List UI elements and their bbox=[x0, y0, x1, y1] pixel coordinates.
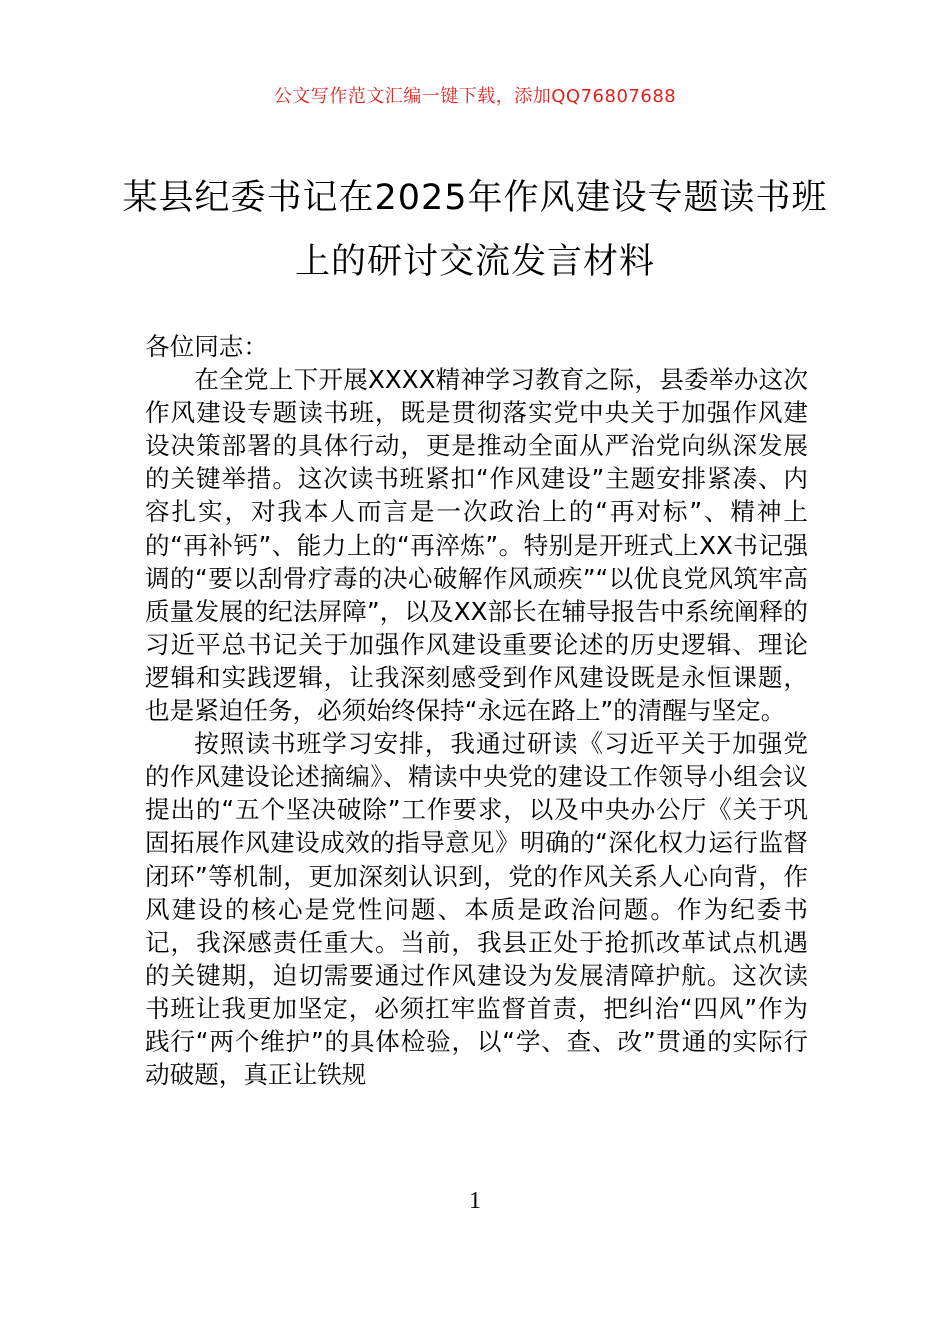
page-number: 1 bbox=[469, 1188, 481, 1214]
paragraph-1: 在全党上下开展XXXX精神学习教育之际，县委举办这次作风建设专题读书班，既是贯彻落实党中央关于加强作风建设决策部署的具体行动，更是推动全面从严治党向纵深发展的关键举措。这次读书班紧扣“作风建设”主题安排紧凑、内容扎实，对我本人而言是一次政治上的“再对标”、精神上的“再补钙”、能力上的“再淬炼”。特别是开班式上XX书记强调的“要以刮骨疗毒的决心破解作风顽疾”“以优良党风筑牢高质量发展的纪法屏障”，以及XX部长在辅导报告中系统阐释的习近平总书记关于加强作风建设重要论述的历史逻辑、理论逻辑和实践逻辑，让我深刻感受到作风建设既是永恒课题，也是紧迫任务，必须始终保持“永远在路上”的清醒与坚定。 bbox=[145, 365, 808, 726]
download-promo-banner[interactable]: 公文写作范文汇编一键下载，添加QQ76807688 bbox=[273, 86, 677, 107]
salutation: 各位同志： bbox=[145, 332, 268, 361]
paragraph-2: 按照读书班学习安排，我通过研读《习近平关于加强党的作风建设论述摘编》、精读中央党的建设工作领导小组会议提出的“五个坚决破除”工作要求，以及中央办公厅《关于巩固拓展作风建设成效的指导意见》明确的“深化权力运行监督闭环”等机制，更加深刻认识到，党的作风关系人心向背，作风建设的核心是党性问题、本质是政治问题。作为纪委书记，我深感责任重大。当前，我县正处于抢抓改革试点机遇的关键期，迫切需要通过作风建设为发展清障护航。这次读书班让我更加坚定，必须扛牢监督首责，把纠治“四风”作为践行“两个维护”的具体检验，以“学、查、改”贯通的实际行动破题，真正让铁规 bbox=[145, 729, 808, 1090]
document-title: 某县纪委书记在2025年作风建设专题读书班上的研讨交流发言材料 bbox=[122, 178, 828, 282]
document-body bbox=[145, 330, 808, 1091]
